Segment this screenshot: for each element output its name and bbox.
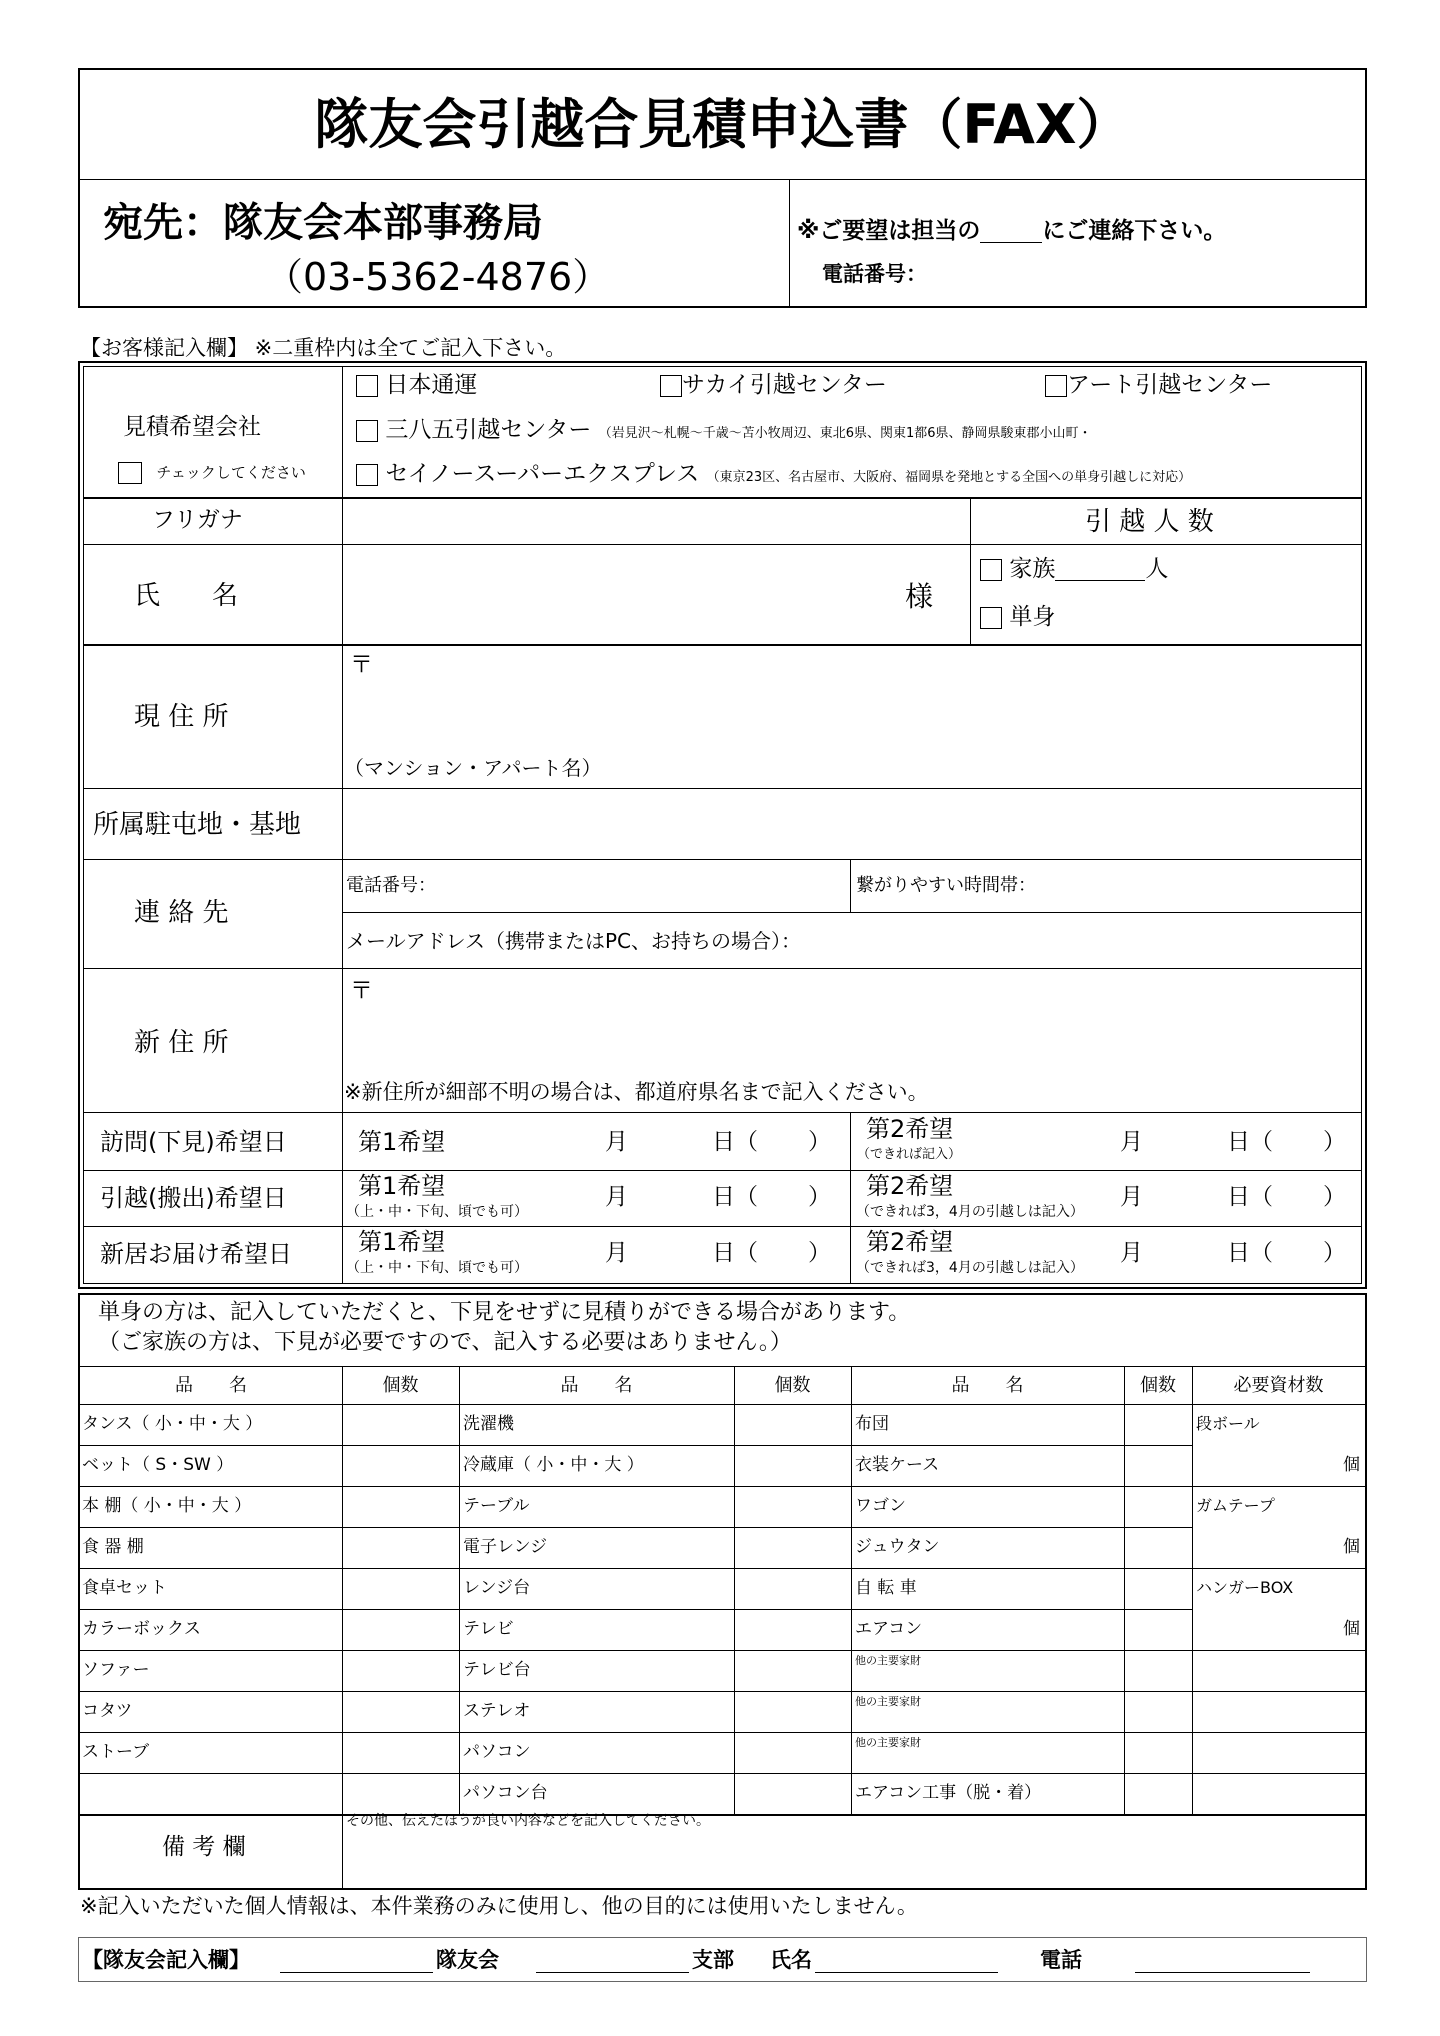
item-name: レンジ台 bbox=[463, 1578, 531, 1598]
item-name: 衣装ケース bbox=[855, 1455, 940, 1475]
table-line bbox=[80, 1568, 1192, 1569]
checkbox[interactable] bbox=[660, 375, 682, 397]
col-line bbox=[342, 366, 343, 1284]
current-address-label: 現 住 所 bbox=[134, 702, 229, 732]
table-line bbox=[1192, 1486, 1365, 1487]
quantity-input[interactable] bbox=[344, 1734, 457, 1771]
phone-label[interactable]: 電話番号： bbox=[346, 875, 436, 896]
material-name: ハンガーBOX bbox=[1196, 1578, 1294, 1597]
table-line bbox=[80, 1650, 1192, 1651]
table-line bbox=[80, 1445, 1192, 1446]
name-label: 氏 名 bbox=[134, 581, 239, 611]
company-name: 三八五引越センター bbox=[385, 417, 592, 443]
company-name: アート引越センター bbox=[1067, 372, 1273, 398]
companies-label: 見積希望会社 bbox=[123, 414, 261, 440]
item-name: 他の主要家財 bbox=[855, 1736, 921, 1749]
quantity-input[interactable] bbox=[736, 1611, 849, 1648]
contact-note bbox=[797, 220, 1226, 243]
item-name: パソコン台 bbox=[463, 1783, 548, 1803]
company-seino[interactable] bbox=[356, 463, 1191, 486]
table-header: 個数 bbox=[1140, 1375, 1176, 1396]
quantity-input[interactable] bbox=[736, 1447, 849, 1484]
single-note-line2: （ご家族の方は、下見が必要ですので、記入する必要はありません。） bbox=[98, 1330, 792, 1355]
new-address-note: ※新住所が細部不明の場合は、都道府県名まで記入ください。 bbox=[344, 1080, 929, 1104]
table-header: 品 名 bbox=[175, 1375, 247, 1396]
day-close: ） bbox=[808, 1184, 831, 1210]
quantity-input[interactable] bbox=[1126, 1447, 1190, 1484]
day[interactable]: 日（ bbox=[1227, 1129, 1273, 1155]
row-line bbox=[83, 1170, 1362, 1171]
table-line bbox=[80, 1691, 1192, 1692]
quantity-input[interactable] bbox=[1126, 1570, 1190, 1607]
checkbox[interactable] bbox=[356, 375, 378, 397]
remarks-input[interactable] bbox=[344, 1832, 1364, 1886]
day[interactable]: 日（ bbox=[1227, 1184, 1273, 1210]
quantity-input[interactable] bbox=[736, 1652, 849, 1689]
day[interactable]: 日（ bbox=[1227, 1240, 1273, 1266]
quantity-input[interactable] bbox=[1126, 1611, 1190, 1648]
item-name: 本 棚（ 小・中・大 ） bbox=[82, 1496, 252, 1516]
table-header: 必要資材数 bbox=[1233, 1375, 1324, 1396]
quantity-input[interactable] bbox=[1126, 1734, 1190, 1771]
item-name: カラーボックス bbox=[82, 1619, 201, 1639]
single-label: 単身 bbox=[1009, 604, 1056, 630]
table-line bbox=[1124, 1366, 1125, 1814]
table-line bbox=[80, 1486, 1192, 1487]
company-385[interactable] bbox=[356, 419, 1092, 442]
col-line bbox=[850, 859, 851, 912]
quantity-input[interactable] bbox=[1126, 1488, 1190, 1525]
single-option[interactable] bbox=[980, 606, 1055, 629]
footer-phone: 電話 bbox=[1040, 1948, 1082, 1972]
item-name: コタツ bbox=[82, 1701, 133, 1721]
item-name: テレビ bbox=[463, 1619, 514, 1639]
company-name: サカイ引越センター bbox=[682, 372, 887, 398]
day-close: ） bbox=[808, 1240, 831, 1266]
recipient-label: 宛先：隊友会本部事務局 bbox=[103, 200, 543, 246]
contact-note-text: ※ご要望は担当の bbox=[797, 218, 981, 244]
month[interactable]: 月 bbox=[1120, 1184, 1143, 1210]
day-close: ） bbox=[1323, 1240, 1346, 1266]
checkbox[interactable] bbox=[356, 420, 378, 442]
item-name: ワゴン bbox=[855, 1496, 906, 1516]
single-note-line1: 単身の方は、記入していただくと、下見をせずに見積りができる場合があります。 bbox=[98, 1300, 911, 1325]
material-unit: 個 bbox=[1343, 1455, 1360, 1475]
quantity-input[interactable] bbox=[736, 1529, 849, 1566]
month[interactable]: 月 bbox=[1120, 1129, 1143, 1155]
new-address-input[interactable] bbox=[344, 970, 1360, 1070]
quantity-input[interactable] bbox=[1126, 1693, 1190, 1730]
date-label: 訪問(下見)希望日 bbox=[100, 1128, 287, 1156]
footer-name-blank[interactable] bbox=[815, 1952, 998, 1973]
sama-label: 様 bbox=[905, 580, 934, 613]
company-nittsu[interactable] bbox=[356, 374, 477, 397]
quantity-input[interactable] bbox=[1126, 1406, 1190, 1443]
col-line bbox=[970, 497, 971, 644]
row-line bbox=[83, 1226, 1362, 1227]
row-line bbox=[83, 1112, 1362, 1113]
table-header: 個数 bbox=[774, 1375, 811, 1396]
family-label: 家族 bbox=[1009, 556, 1056, 582]
contact-note-end: にご連絡下さい。 bbox=[1042, 218, 1227, 244]
header-phone-label: 電話番号： bbox=[822, 262, 927, 286]
second-choice: 第2希望 bbox=[866, 1228, 954, 1256]
movers-count-label: 引 越 人 数 bbox=[1085, 507, 1214, 537]
month[interactable]: 月 bbox=[605, 1184, 628, 1210]
first-choice: 第1希望 bbox=[358, 1128, 446, 1156]
day[interactable]: 日（ bbox=[712, 1240, 758, 1266]
remarks-hint: その他、伝えたほうが良い内容などを記入してください。 bbox=[346, 1813, 710, 1829]
checkbox[interactable] bbox=[1045, 375, 1067, 397]
month[interactable]: 月 bbox=[605, 1240, 628, 1266]
first-choice: 第1希望 bbox=[358, 1172, 446, 1200]
footer-name: 氏名 bbox=[770, 1948, 812, 1972]
check-hint bbox=[118, 462, 306, 484]
company-note: （東京23区、名古屋市、大阪府、福岡県を発地とする全国への単身引越しに対応） bbox=[706, 470, 1192, 485]
first-note: （上・中・下旬、頃でも可） bbox=[346, 1260, 528, 1276]
quantity-input[interactable] bbox=[1126, 1652, 1190, 1689]
quantity-input[interactable] bbox=[344, 1775, 457, 1812]
table-line bbox=[1192, 1650, 1365, 1651]
quantity-input[interactable] bbox=[344, 1447, 457, 1484]
item-name: 電子レンジ bbox=[463, 1537, 548, 1557]
best-time-label[interactable]: 繋がりやすい時間帯： bbox=[856, 875, 1036, 896]
day-close: ） bbox=[1323, 1129, 1346, 1155]
item-name: テーブル bbox=[463, 1496, 530, 1516]
item-name: 冷蔵庫（ 小・中・大 ） bbox=[463, 1455, 644, 1475]
table-header: 品 名 bbox=[560, 1375, 633, 1396]
second-choice: 第2希望 bbox=[866, 1172, 954, 1200]
month[interactable]: 月 bbox=[1120, 1240, 1143, 1266]
hint-checkbox bbox=[118, 462, 142, 484]
footer-phone-blank[interactable] bbox=[1135, 1952, 1310, 1973]
quantity-input[interactable] bbox=[344, 1570, 457, 1607]
second-note: （できれば3，4月の引越しは記入） bbox=[856, 1260, 1084, 1276]
date-label: 引越(搬出)希望日 bbox=[100, 1184, 287, 1212]
table-header: 個数 bbox=[382, 1375, 419, 1396]
furigana-label: フリガナ bbox=[152, 507, 243, 533]
family-option[interactable] bbox=[980, 558, 1168, 581]
base-input[interactable] bbox=[344, 790, 1360, 857]
table-line bbox=[80, 1773, 1192, 1774]
staff-blank[interactable] bbox=[980, 222, 1042, 243]
row-line bbox=[83, 544, 1362, 545]
footer-label: 【隊友会記入欄】 bbox=[82, 1948, 250, 1972]
quantity-input[interactable] bbox=[1126, 1775, 1190, 1812]
postal-mark: 〒 bbox=[350, 652, 373, 678]
furigana-input[interactable] bbox=[344, 499, 968, 543]
row-line bbox=[83, 859, 1362, 860]
table-line bbox=[734, 1366, 735, 1814]
name-input[interactable] bbox=[344, 546, 904, 642]
quantity-input[interactable] bbox=[344, 1611, 457, 1648]
check-hint-text: チェックしてください bbox=[156, 463, 306, 482]
table-line bbox=[1192, 1691, 1365, 1692]
day[interactable]: 日（ bbox=[712, 1184, 758, 1210]
row-line bbox=[83, 968, 1362, 969]
postal-mark: 〒 bbox=[350, 978, 373, 1004]
quantity-input[interactable] bbox=[736, 1693, 849, 1730]
first-note: （上・中・下旬、頃でも可） bbox=[346, 1204, 528, 1220]
material-name: ガムテープ bbox=[1196, 1496, 1275, 1515]
quantity-input[interactable] bbox=[344, 1693, 457, 1730]
item-name: 他の主要家財 bbox=[855, 1695, 921, 1708]
company-sakai[interactable] bbox=[660, 374, 887, 397]
divider bbox=[79, 179, 1366, 180]
checkbox[interactable] bbox=[980, 607, 1002, 629]
row-line bbox=[83, 788, 1362, 789]
row-line bbox=[342, 912, 1362, 913]
material-name: 段ボール bbox=[1196, 1414, 1260, 1433]
table-line bbox=[80, 1366, 1365, 1367]
quantity-input[interactable] bbox=[344, 1652, 457, 1689]
item-name: パソコン bbox=[463, 1742, 531, 1762]
table-line bbox=[1192, 1366, 1193, 1814]
item-name: ベット（ S・SW ） bbox=[82, 1455, 234, 1475]
material-unit: 個 bbox=[1343, 1537, 1360, 1557]
company-name: セイノースーパーエクスプレス bbox=[385, 461, 700, 487]
table-line bbox=[80, 1404, 1365, 1405]
item-name: エアコン工事（脱・着） bbox=[855, 1783, 1042, 1803]
date-label: 新居お届け希望日 bbox=[100, 1240, 292, 1268]
item-name: ストーブ bbox=[82, 1742, 150, 1762]
company-art[interactable] bbox=[1045, 374, 1272, 397]
table-line bbox=[1192, 1732, 1365, 1733]
quantity-input[interactable] bbox=[736, 1406, 849, 1443]
day-close: ） bbox=[1323, 1184, 1346, 1210]
base-label: 所属駐屯地・基地 bbox=[93, 810, 302, 840]
divider bbox=[789, 180, 790, 307]
item-name: タンス（ 小・中・大 ） bbox=[82, 1414, 263, 1434]
table-line bbox=[342, 1366, 343, 1814]
checkbox[interactable] bbox=[980, 559, 1002, 581]
table-line bbox=[1192, 1568, 1365, 1569]
quantity-input[interactable] bbox=[344, 1529, 457, 1566]
quantity-input[interactable] bbox=[344, 1406, 457, 1443]
item-name: テレビ台 bbox=[463, 1660, 531, 1680]
item-name: 食卓セット bbox=[82, 1578, 167, 1598]
family-unit: 人 bbox=[1145, 556, 1169, 582]
item-name: 自 転 車 bbox=[855, 1578, 917, 1598]
footer-taiyukai: 隊友会 bbox=[436, 1948, 499, 1972]
second-choice: 第2希望 bbox=[866, 1115, 954, 1143]
table-line bbox=[80, 1732, 1192, 1733]
item-name: 他の主要家財 bbox=[855, 1654, 921, 1667]
new-address-label: 新 住 所 bbox=[134, 1028, 229, 1058]
second-note: （できれば3，4月の引越しは記入） bbox=[856, 1204, 1084, 1220]
quantity-input[interactable] bbox=[736, 1570, 849, 1607]
quantity-input[interactable] bbox=[344, 1488, 457, 1525]
quantity-input[interactable] bbox=[1126, 1529, 1190, 1566]
quantity-input[interactable] bbox=[736, 1775, 849, 1812]
footer-branch-blank[interactable] bbox=[536, 1952, 689, 1973]
company-note: （岩見沢～札幌～千歳～苫小牧周辺、東北6県、関東1都6県、静岡県駿東郡小山町・ bbox=[598, 426, 1092, 441]
remarks-label: 備 考 欄 bbox=[162, 1834, 246, 1860]
item-name: ジュウタン bbox=[855, 1537, 940, 1557]
item-name: 洗濯機 bbox=[463, 1414, 514, 1434]
item-name: 食 器 棚 bbox=[82, 1537, 144, 1557]
company-name: 日本通運 bbox=[385, 372, 478, 398]
second-note: （できれば記入） bbox=[857, 1147, 962, 1162]
item-name: ステレオ bbox=[463, 1701, 531, 1721]
family-count-blank[interactable] bbox=[1055, 560, 1145, 581]
email-label[interactable]: メールアドレス（携帯またはPC、お持ちの場合）： bbox=[346, 929, 802, 953]
day[interactable]: 日（ bbox=[712, 1129, 758, 1155]
checkbox[interactable] bbox=[356, 464, 378, 486]
page-title: 隊友会引越合見積申込書（FAX） bbox=[314, 93, 1131, 156]
table-line bbox=[851, 1366, 852, 1814]
fax-number: （03-5362-4876） bbox=[265, 255, 611, 299]
footer-branch: 支部 bbox=[692, 1948, 734, 1972]
table-line bbox=[80, 1609, 1192, 1610]
privacy-note: ※記入いただいた個人情報は、本件業務のみに使用し、他の目的には使用いたしません。 bbox=[80, 1894, 918, 1918]
contact-label: 連 絡 先 bbox=[134, 898, 229, 928]
item-name: エアコン bbox=[855, 1619, 923, 1639]
item-name: ソファー bbox=[82, 1660, 150, 1680]
table-header: 品 名 bbox=[951, 1375, 1024, 1396]
day-close: ） bbox=[808, 1129, 831, 1155]
footer-taiyukai-blank[interactable] bbox=[280, 1952, 433, 1973]
quantity-input[interactable] bbox=[736, 1488, 849, 1525]
customer-section-label: 【お客様記入欄】 ※二重枠内は全てご記入下さい。 bbox=[80, 336, 567, 360]
month[interactable]: 月 bbox=[605, 1129, 628, 1155]
first-choice: 第1希望 bbox=[358, 1228, 446, 1256]
quantity-input[interactable] bbox=[736, 1734, 849, 1771]
material-unit: 個 bbox=[1343, 1619, 1360, 1639]
table-line bbox=[80, 1814, 1365, 1816]
table-line bbox=[1192, 1773, 1365, 1774]
col-line bbox=[850, 1112, 851, 1284]
table-line bbox=[459, 1366, 460, 1814]
apartment-label: （マンション・アパート名） bbox=[344, 756, 602, 780]
table-line bbox=[80, 1527, 1192, 1528]
table-line bbox=[342, 1814, 343, 1888]
item-name: 布団 bbox=[855, 1414, 889, 1434]
